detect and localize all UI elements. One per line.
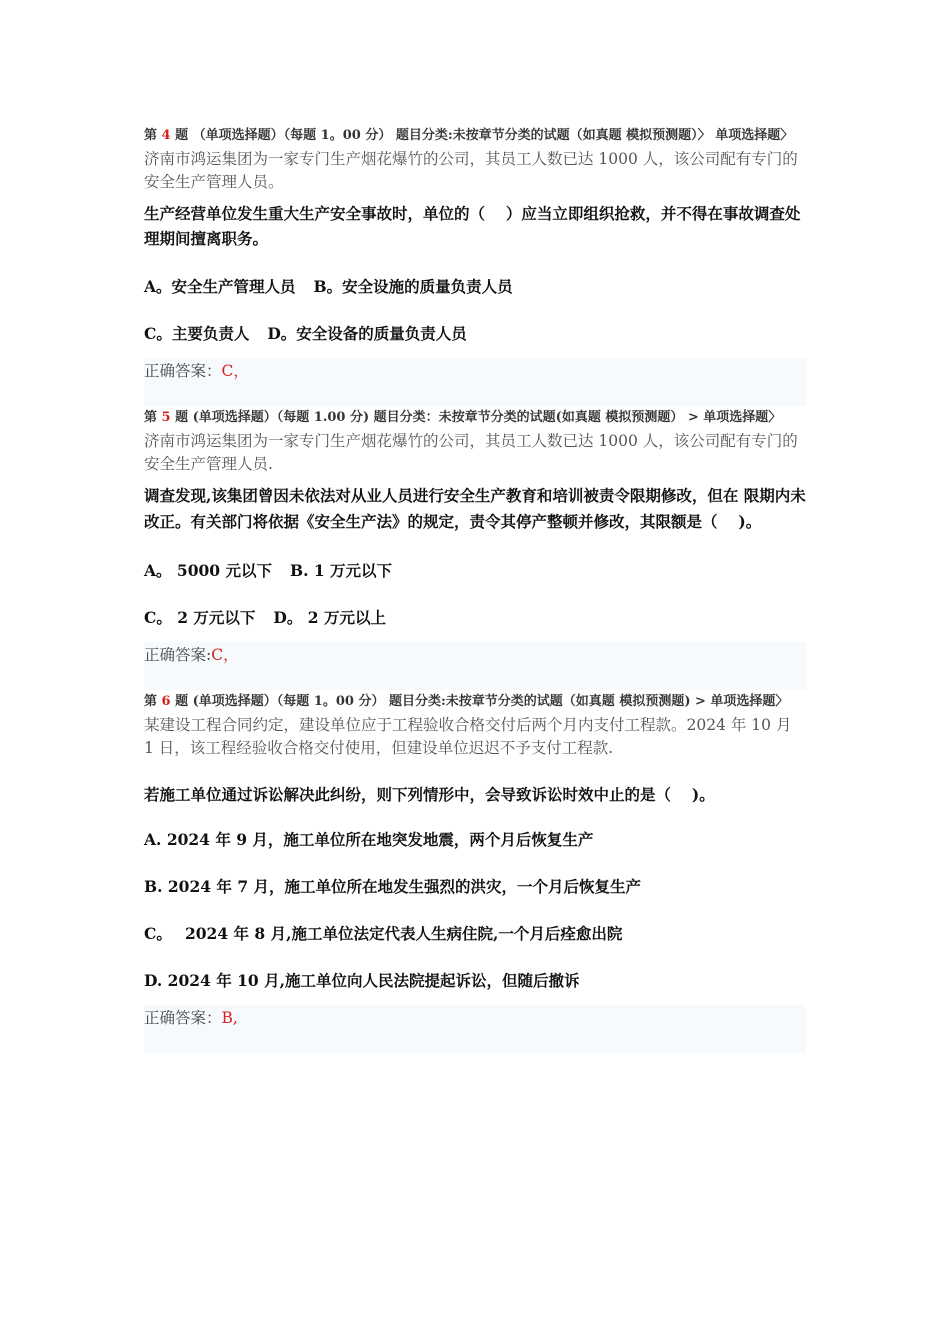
option-b: B. 2024 年 7 月，施工单位所在地发生强烈的洪灾，一个月后恢复生产 — [144, 877, 642, 896]
question-scenario: 某建设工程合同约定，建设单位应于工程验收合格交付后两个月内支付工程款。2024 年 10 月 1 日，该工程经验收合格交付使用，但建设单位迟迟不予支付工程款. — [144, 716, 792, 757]
answer-box — [144, 1005, 806, 1053]
question-stem: 生产经营单位发生重大生产安全事故时，单位的（ ）应当立即组织抢救，并不得在事故调查处理期间擅离职务。 — [144, 204, 801, 248]
answer-label: 正确答案: — [144, 646, 212, 664]
question-header-info: 题 (单项选择题）（每题 1.00 分) 题目分类：未按章节分类的试题(如真题 模拟预测题） > 单项选择题〉 — [170, 410, 782, 425]
option-a: A. 2024 年 9 月，施工单位所在地突发地震，两个月后恢复生产 — [144, 830, 594, 849]
question-stem: 调查发现,该集团曾因未依法对从业人员进行安全生产教育和培训被责令限期修改，但在 限期内未改正。有关部门将依据《安全生产法》的规定，责令其停产整顿并修改，其限额是（ )。 — [144, 486, 806, 531]
question-number: 6 — [161, 694, 171, 709]
option-a: A。 5000 元以下 — [144, 561, 272, 580]
question-scenario: 济南市鸿运集团为一家专门生产烟花爆竹的公司，其员工人数已达 1000 人，该公司配有专门的安全生产管理人员. — [144, 432, 798, 473]
answer-label: 正确答案： — [144, 1009, 222, 1027]
answer-box — [144, 642, 806, 690]
option-b: B. 1 万元以下 — [289, 561, 393, 580]
question-header — [144, 124, 806, 148]
option-row — [144, 560, 806, 582]
question-header-prefix: 第 — [144, 694, 162, 709]
question-header-prefix: 第 — [144, 128, 162, 143]
option-row — [144, 323, 806, 345]
answer-box — [144, 358, 806, 406]
question-header — [144, 406, 806, 430]
option-c: C。 2024 年 8 月,施工单位法定代表人生病住院,一个月后痊愈出院 — [144, 924, 623, 943]
option-row — [144, 607, 806, 629]
answer-value: C， — [211, 646, 239, 664]
option-row — [144, 276, 806, 298]
option-d: D。安全设备的质量负责人员 — [267, 324, 467, 343]
option-a: A。安全生产管理人员 — [144, 277, 296, 296]
question-number: 5 — [161, 410, 171, 425]
answer-value: B, — [221, 1009, 238, 1027]
option-d: D. 2024 年 10 月,施工单位向人民法院提起诉讼，但随后撤诉 — [144, 971, 580, 990]
option-c: C。主要负责人 — [144, 324, 250, 343]
option-d: D。 2 万元以上 — [273, 608, 386, 627]
question-block — [144, 690, 806, 1053]
question-header-info: 题 （单项选择题）（每题 1。00 分） 题目分类:未按章节分类的试题（如真题 模拟预测题）〉 单项选择题〉 — [170, 128, 794, 143]
question-scenario: 济南市鸿运集团为一家专门生产烟花爆竹的公司，其员工人数已达 1000 人，该公司配有专门的安全生产管理人员。 — [144, 150, 798, 191]
question-header — [144, 690, 806, 714]
question-header-prefix: 第 — [144, 410, 162, 425]
question-block — [144, 124, 806, 406]
answer-value: C， — [221, 362, 249, 380]
option-c: C。 2 万元以下 — [144, 608, 256, 627]
question-stem: 若施工单位通过诉讼解决此纠纷，则下列情形中，会导致诉讼时效中止的是（ )。 — [144, 785, 715, 804]
question-header-info: 题 (单项选择题）（每题 1。00 分） 题目分类:未按章节分类的试题（如真题 模拟预测题) > 单项选择题〉 — [170, 694, 789, 709]
question-list — [144, 124, 806, 1053]
answer-label: 正确答案： — [144, 362, 222, 380]
question-block — [144, 406, 806, 690]
question-number: 4 — [161, 128, 171, 143]
option-b: B。安全设施的质量负责人员 — [313, 277, 513, 296]
